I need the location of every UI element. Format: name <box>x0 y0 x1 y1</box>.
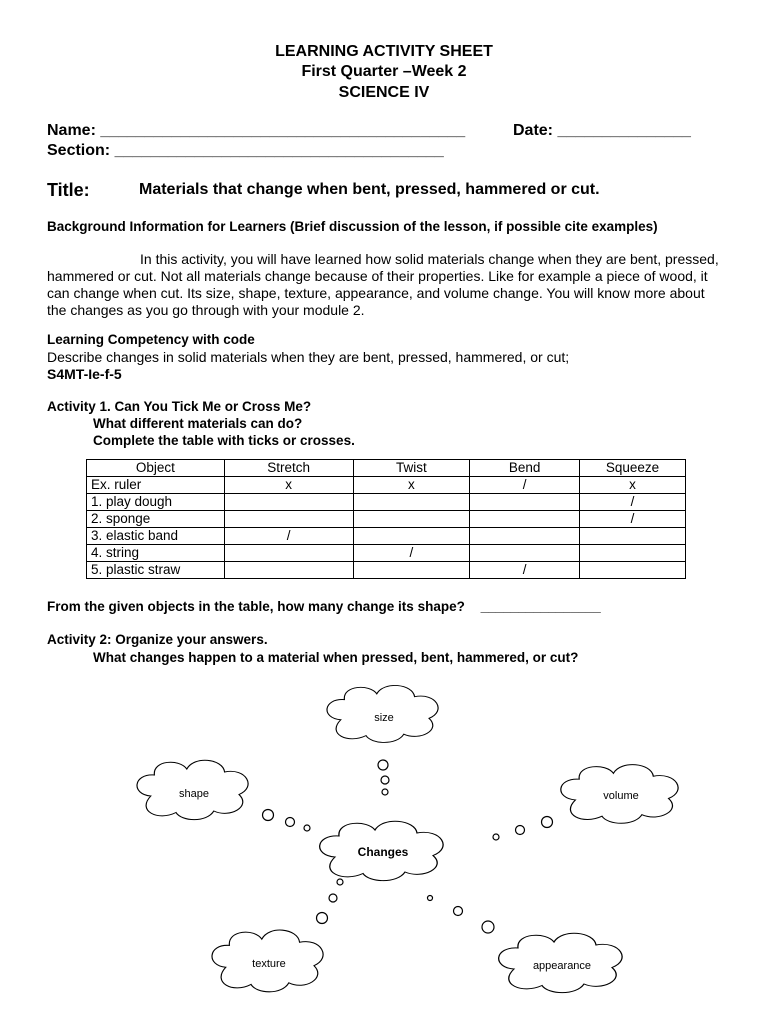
header-bend: Bend <box>470 460 580 477</box>
cloud-volume-label: volume <box>603 790 639 802</box>
stretch-cell[interactable] <box>224 511 353 528</box>
section-row <box>47 142 444 160</box>
bend-cell[interactable]: / <box>470 562 580 579</box>
activity1-followup <box>47 599 601 614</box>
object-cell: 2. sponge <box>87 511 225 528</box>
bend-cell[interactable] <box>470 511 580 528</box>
competency-text: Describe changes in solid materials when they are bent, pressed, hammered, or cut; <box>47 349 570 365</box>
cloud-changes-label: Changes <box>357 845 409 859</box>
background-heading: Background Information for Learners (Brief discussion of the lesson, if possible cite examples) <box>47 219 658 234</box>
stretch-cell[interactable]: / <box>224 528 353 545</box>
squeeze-cell[interactable]: / <box>580 511 686 528</box>
twist-cell[interactable] <box>353 511 470 528</box>
cloud-shape-label: shape <box>179 788 209 800</box>
object-cell: 4. string <box>87 545 225 562</box>
activity1-question: What different materials can do? <box>93 416 303 431</box>
bend-cell[interactable] <box>470 494 580 511</box>
table-row <box>87 562 686 579</box>
squeeze-cell[interactable]: / <box>580 494 686 511</box>
bend-cell[interactable]: / <box>470 477 580 494</box>
materials-table <box>86 459 686 579</box>
cloud-appearance <box>499 933 622 992</box>
background-body: In this activity, you will have learned how solid materials change when they are bent, pressed, hammered or cut. Not all materials change because of their properties. Like for example a piece of wood, it can change when cut. Its size, shape, texture, appearance, and volume change. You will know more about the changes as you go through with your module 2. <box>47 251 719 318</box>
bend-cell[interactable] <box>470 545 580 562</box>
bend-cell[interactable] <box>470 528 580 545</box>
activity1-title: Activity 1. Can You Tick Me or Cross Me? <box>47 399 312 414</box>
activity2-title: Activity 2: Organize your answers. <box>47 632 268 647</box>
header-squeeze: Squeeze <box>580 460 686 477</box>
section-field[interactable]: _____________________________________ <box>114 142 444 159</box>
stretch-cell[interactable] <box>224 494 353 511</box>
sheet-quarter: First Quarter –Week 2 <box>301 63 467 80</box>
cloud-changes[interactable] <box>320 821 443 880</box>
header-twist: Twist <box>353 460 470 477</box>
name-row <box>47 122 465 140</box>
table-row <box>87 477 686 494</box>
squeeze-cell[interactable] <box>580 562 686 579</box>
date-row <box>513 122 691 140</box>
table-row <box>87 528 686 545</box>
squeeze-cell[interactable]: x <box>580 477 686 494</box>
table-row <box>87 494 686 511</box>
concept-map <box>0 670 768 1024</box>
header-object: Object <box>87 460 225 477</box>
twist-cell[interactable] <box>353 494 470 511</box>
twist-cell[interactable] <box>353 562 470 579</box>
lesson-title: Materials that change when bent, pressed, hammered or cut. <box>139 181 600 198</box>
cloud-size-label: size <box>374 712 394 724</box>
object-cell: 5. plastic straw <box>87 562 225 579</box>
date-label: Date: <box>513 122 554 139</box>
sheet-title: LEARNING ACTIVITY SHEET <box>275 43 493 60</box>
cloud-shape <box>137 760 248 819</box>
header-stretch: Stretch <box>224 460 353 477</box>
followup-answer-field[interactable]: ________________ <box>480 599 601 614</box>
competency-heading: Learning Competency with code <box>47 332 255 347</box>
sheet-subject: SCIENCE IV <box>338 84 430 101</box>
stretch-cell[interactable] <box>224 545 353 562</box>
name-field[interactable]: _________________________________________ <box>100 122 466 139</box>
twist-cell[interactable]: / <box>353 545 470 562</box>
name-label: Name: <box>47 122 96 139</box>
cloud-volume <box>561 765 678 824</box>
squeeze-cell[interactable] <box>580 528 686 545</box>
table-row <box>87 511 686 528</box>
object-cell: 3. elastic band <box>87 528 225 545</box>
activity1-instruction: Complete the table with ticks or crosses. <box>93 433 355 448</box>
squeeze-cell[interactable] <box>580 545 686 562</box>
cloud-size <box>327 685 438 742</box>
table-row <box>87 545 686 562</box>
twist-cell[interactable] <box>353 528 470 545</box>
cloud-texture <box>212 930 323 992</box>
date-field[interactable]: _______________ <box>557 122 691 139</box>
cloud-texture-label: texture <box>252 958 286 970</box>
stretch-cell[interactable]: x <box>224 477 353 494</box>
cloud-appearance-label: appearance <box>532 960 592 972</box>
title-label: Title: <box>47 180 90 200</box>
table-header-row <box>87 460 686 477</box>
twist-cell[interactable]: x <box>353 477 470 494</box>
competency-code: S4MT-Ie-f-5 <box>47 366 122 382</box>
stretch-cell[interactable] <box>224 562 353 579</box>
section-label: Section: <box>47 142 111 159</box>
followup-question: From the given objects in the table, how many change its shape? <box>47 599 465 614</box>
object-cell: 1. play dough <box>87 494 225 511</box>
activity2-question: What changes happen to a material when pressed, bent, hammered, or cut? <box>93 650 579 665</box>
object-cell: Ex. ruler <box>87 477 225 494</box>
